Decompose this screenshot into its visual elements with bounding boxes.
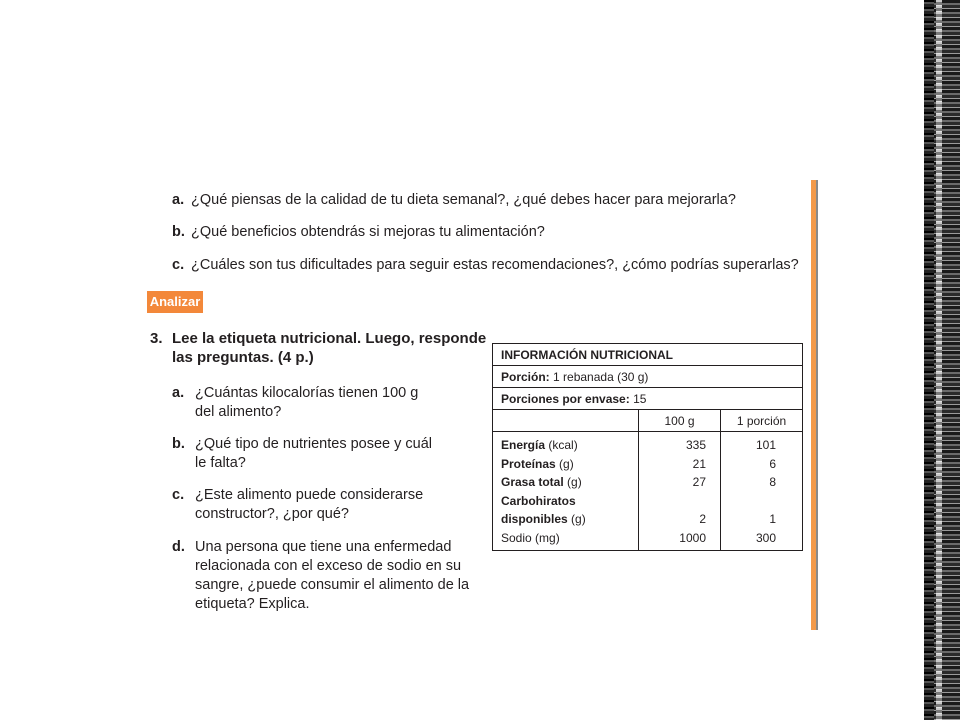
nutrient-row-label: Carbohiratos <box>501 493 576 508</box>
values-100g-cell <box>639 432 721 551</box>
sub-question-line: Una persona que tiene una enfermedad <box>195 539 452 555</box>
sub-question-line: ¿Este alimento puede considerarse <box>195 487 424 503</box>
sub-question-letter: a. <box>172 385 185 401</box>
nutrient-row-label: disponibles (g) <box>501 512 586 526</box>
value-portion: 1 <box>769 512 777 526</box>
sub-question-line: etiqueta? Explica. <box>195 596 310 612</box>
border-light-strip <box>936 0 942 720</box>
question-text: ¿Qué piensas de la calidad de tu dieta semanal?, ¿qué debes hacer para mejorarla? <box>191 192 736 208</box>
nutrition-label-table <box>492 343 802 551</box>
question-text: ¿Cuáles son tus dificultades para seguir estas recomendaciones?, ¿cómo podrías superarlas? <box>191 257 799 273</box>
section-tag-analizar: Analizar <box>147 291 203 313</box>
nutrient-labels-cell <box>493 432 639 551</box>
sub-question-line: ¿Cuántas kilocalorías tienen 100 g <box>195 385 419 401</box>
value-portion: 300 <box>756 530 777 545</box>
header-spacer <box>493 410 639 432</box>
value-100g: 21 <box>692 456 706 471</box>
nutrient-row-label: Sodio (mg) <box>501 530 560 545</box>
nutrient-row-label: Energía (kcal) <box>501 438 578 452</box>
sub-question-d <box>172 538 469 614</box>
sub-question-c <box>172 486 423 524</box>
value-portion: 8 <box>769 475 777 489</box>
nutrition-table-title: INFORMACIÓN NUTRICIONAL <box>493 344 803 366</box>
sub-question-letter: b. <box>172 436 185 452</box>
slide-side-border <box>924 0 960 720</box>
value-100g: 2 <box>699 512 706 526</box>
question-b <box>172 223 545 241</box>
question-letter: a. <box>172 192 185 208</box>
column-header-100g: 100 g <box>639 410 721 432</box>
sub-question-line: sangre, ¿puede consumir el alimento de la <box>195 577 470 593</box>
value-portion: 101 <box>756 438 777 452</box>
sub-question-line: constructor?, ¿por qué? <box>195 506 349 522</box>
sub-question-line: le falta? <box>195 455 246 471</box>
sub-question-letter: c. <box>172 487 185 503</box>
sub-question-line: relacionada con el exceso de sodio en su <box>195 558 462 574</box>
item-heading-line: las preguntas. (4 p.) <box>172 349 314 366</box>
question-text: ¿Qué beneficios obtendrás si mejoras tu alimentación? <box>191 224 545 240</box>
values-portion-cell <box>721 432 803 551</box>
value-100g: 27 <box>692 475 706 489</box>
portion-label: Porción: <box>501 369 550 384</box>
nutrient-row-label: Grasa total (g) <box>501 475 582 489</box>
question-letter: b. <box>172 224 185 240</box>
value-100g: 1000 <box>679 530 706 545</box>
item-heading-line: Lee la etiqueta nutricional. Luego, responde <box>172 330 487 347</box>
value-100g <box>647 492 706 511</box>
sub-question-letter: d. <box>172 539 185 555</box>
servings-label: Porciones por envase: <box>501 391 630 406</box>
sub-question-line: del alimento? <box>195 404 282 420</box>
sub-question-a <box>172 384 418 422</box>
sub-question-b <box>172 435 432 473</box>
portion-value: 1 rebanada (30 g) <box>553 369 649 384</box>
servings-value: 15 <box>633 391 647 406</box>
value-100g: 335 <box>685 438 706 452</box>
question-a <box>172 191 736 209</box>
question-c <box>172 256 799 274</box>
nutrient-row-label: Proteínas (g) <box>501 456 574 471</box>
value-portion: 6 <box>769 456 777 471</box>
question-letter: c. <box>172 257 185 273</box>
page-orange-edge <box>811 180 818 630</box>
servings-row <box>493 388 803 410</box>
item-3-heading <box>150 329 486 367</box>
sub-question-line: ¿Qué tipo de nutrientes posee y cuál <box>195 436 433 452</box>
item-number: 3. <box>150 330 163 347</box>
portion-row <box>493 366 803 388</box>
column-header-portion: 1 porción <box>721 410 803 432</box>
border-dark-strip <box>924 0 934 720</box>
value-portion <box>729 492 776 511</box>
